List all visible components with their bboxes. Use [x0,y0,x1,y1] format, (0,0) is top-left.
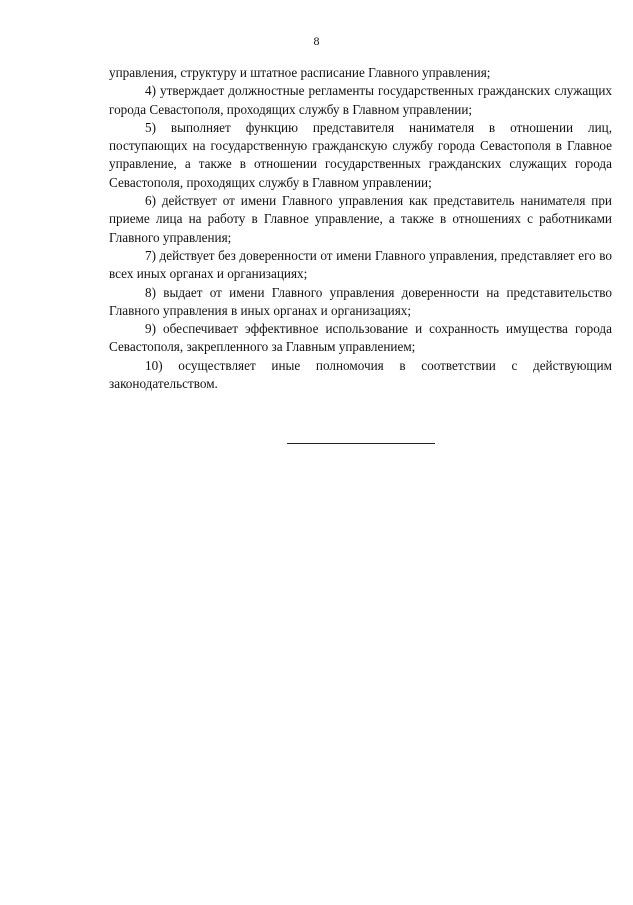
paragraph-continuation: управления, структуру и штатное расписание Главного управления; [109,65,491,80]
document-body [109,64,612,393]
paragraph-item-6: 6) действует от имени Главного управления как представитель нанимателя при приеме лица на работу в Главное управление, а также в отношениях с работниками Главного управления; [109,193,612,245]
paragraph-item-7: 7) действует без доверенности от имени Главного управления, представляет его во всех иных органах и организациях; [109,247,612,282]
paragraph-item-4: 4) утверждает должностные регламенты государственных гражданских служащих города Севастополя, проходящих службу в Главном управлении; [109,83,612,117]
paragraph-item-9: 9) обеспечивает эффективное использование и сохранность имущества города Севастополя, закрепленного за Главным управлением; [109,321,612,355]
paragraph-item-8: 8) выдает от имени Главного управления доверенности на представительство Главного управления в иных органах и организациях; [109,284,612,318]
end-separator-line [287,443,435,444]
page-number: 8 [313,34,320,48]
paragraph-item-5: 5) выполняет функцию представителя нанимателя в отношении лиц, поступающих на государственную гражданскую службу города Севастополя в Главное управление, а также в отношении государственных гражданских служащих города Севастополя, проходящих службу в Главном управлении; [109,119,612,190]
paragraph-item-10: 10) осуществляет иные полномочия в соответствии с действующим законодательством. [109,357,612,392]
